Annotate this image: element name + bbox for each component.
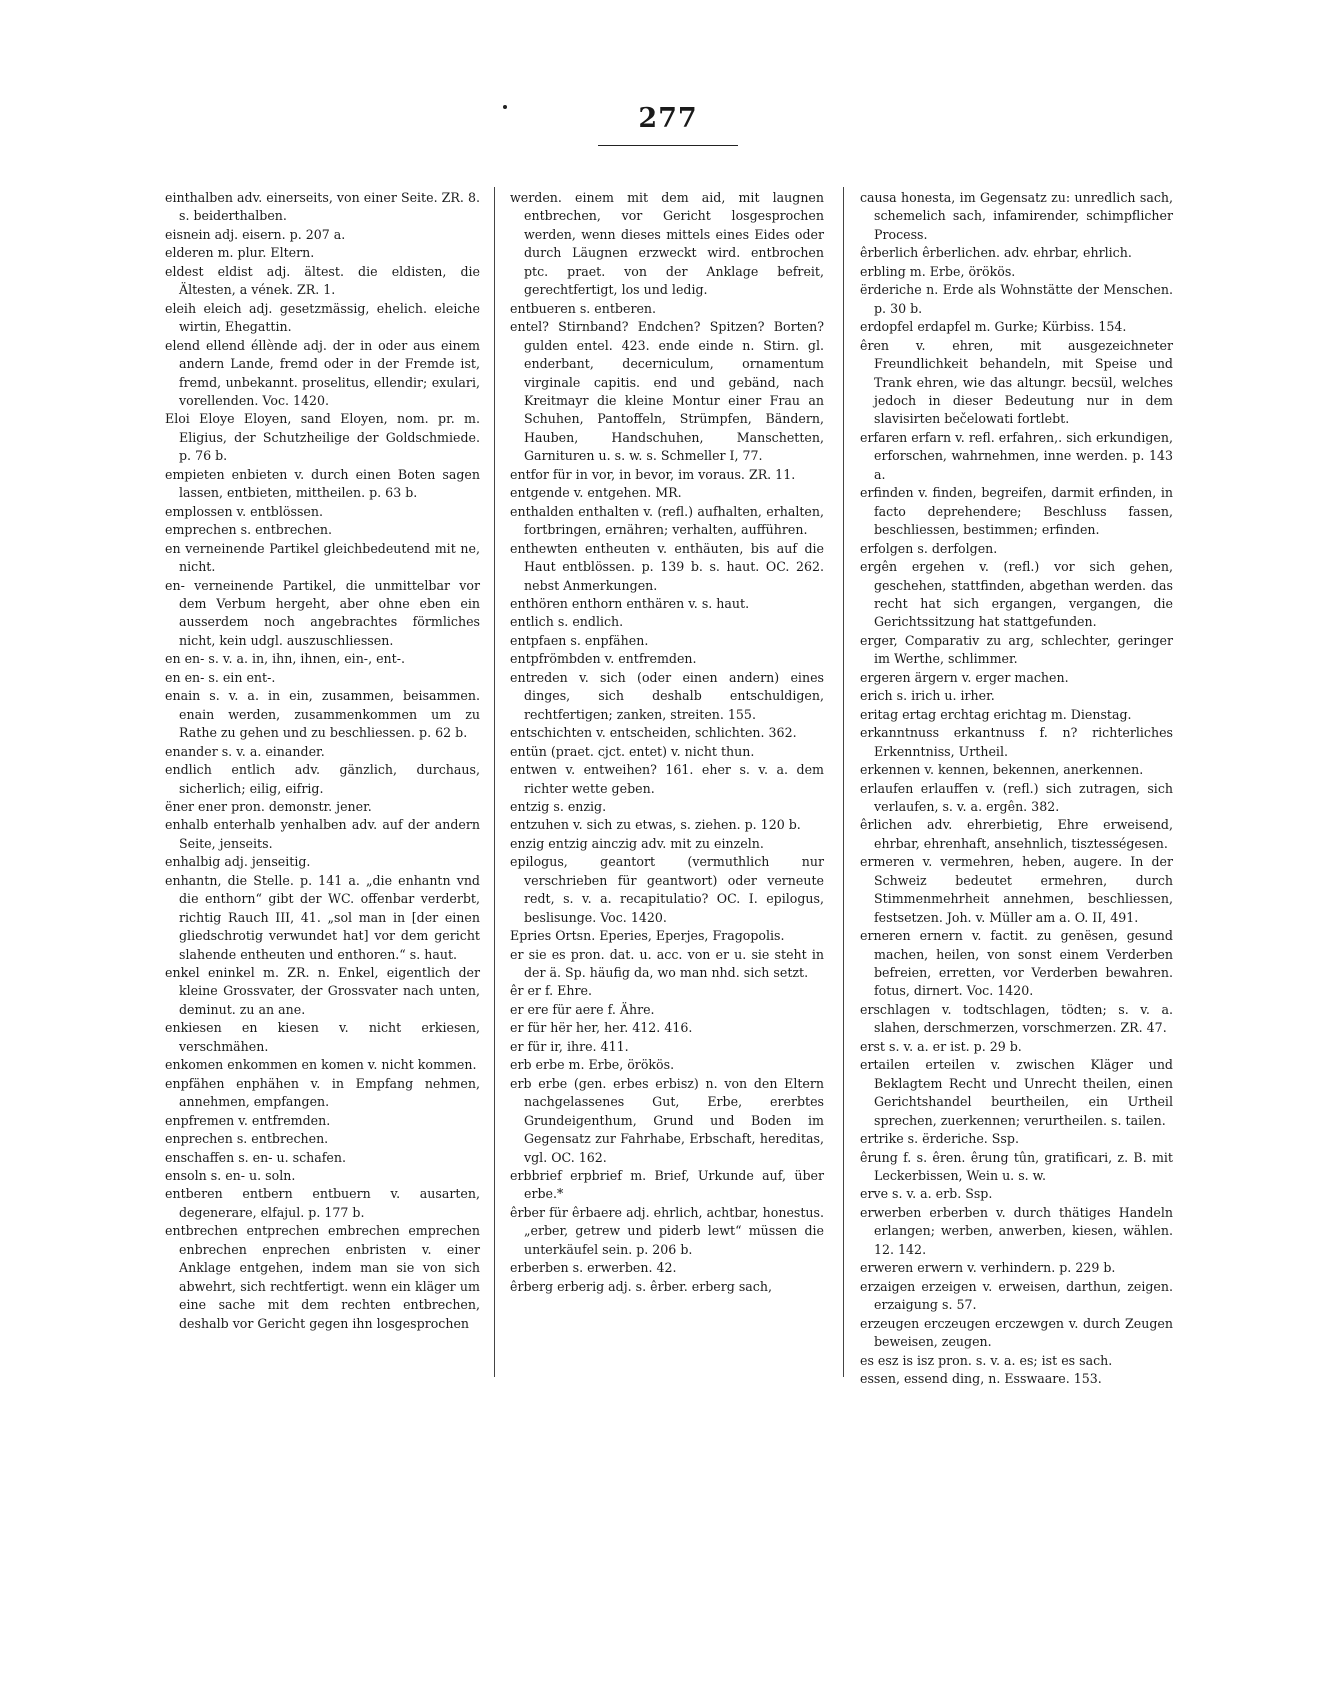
dictionary-entry: erich s. irich u. irher. — [860, 688, 995, 704]
dictionary-entry: enkel eninkel m. ZR. n. Enkel, eigentlich der kleine Grossvater, der Grossvater nach unten, deminut. zu an ane. — [165, 965, 480, 1017]
dictionary-entry: entpfrömbden v. entfremden. — [510, 651, 697, 667]
dictionary-entry: entpfaen s. enpfähen. — [510, 632, 649, 648]
dictionary-entry: erger, Comparativ zu arg, schlechter, geringer im Werthe, schlimmer. — [860, 632, 1173, 667]
dictionary-entry: erst s. v. a. er ist. p. 29 b. — [860, 1038, 1022, 1054]
dictionary-entry: erbling m. Erbe, örökös. — [860, 263, 1016, 279]
dictionary-entry: êrlichen adv. ehrerbietig, Ehre erweisend, ehrbar, ehrenhaft, ansehnlich, tisztességesen. — [860, 817, 1173, 851]
dictionary-entry: erb erbe m. Erbe, örökös. — [510, 1057, 675, 1073]
dictionary-entry: ergên ergehen v. (refl.) vor sich gehen, geschehen, stattfinden, abgethan werden. das recht hat sich ergangen, vergangen, die Gerichtssitzung hat stattgefunden. — [860, 559, 1173, 630]
dictionary-entry: empieten enbieten v. durch einen Boten sagen lassen, entbieten, mittheilen. p. 63 b. — [165, 466, 480, 501]
dictionary-entry: erneren ernern v. factit. zu genësen, gesund machen, heilen, von sonst einem Verderben befreien, erretten, vor Verderben bewahren. fotus, dirnert. Voc. 1420. — [860, 928, 1173, 999]
dictionary-entry: enthewten entheuten v. enthäuten, bis auf die Haut entblössen. p. 139 b. s. haut. OC. 262. nebst Anmerkungen. — [510, 540, 824, 593]
dictionary-entry: êr er f. Ehre. — [510, 983, 592, 999]
dictionary-entry: ertailen erteilen v. zwischen Kläger und Beklagtem Recht und Unrecht theilen, einen Gerichtshandel beurtheilen, ein Urtheil sprechen, zuerkennen; verurtheilen. s. tailen. — [860, 1057, 1173, 1128]
dictionary-entry: es esz is isz pron. s. v. a. es; ist es sach. — [860, 1352, 1113, 1368]
dictionary-entry: entzig s. enzig. — [510, 798, 607, 814]
dictionary-entry: entbueren s. entberen. — [510, 300, 657, 316]
dictionary-entry: emplossen v. entblössen. — [165, 503, 323, 519]
dictionary-entry: enhalb enterhalb yenhalben adv. auf der andern Seite, jenseits. — [165, 817, 480, 851]
dictionary-entry: werden. einem mit dem aid, mit laugnen entbrechen, vor Gericht losgesprochen werden, wenn dieses mittels eines Eides oder durch Läugnen erzweckt wird. entbrochen ptc. praet. von der Anklage befreit, gerechtfertigt, los und ledig. — [510, 190, 824, 298]
dictionary-entry: einthalben adv. einerseits, von einer Seite. ZR. 8. s. beiderthalben. — [165, 190, 480, 224]
dictionary-entry: entbrechen entprechen embrechen emprechen enbrechen enprechen enbristen v. einer Anklage entgehen, indem man sie von sich abwehrt, sich rechtfertigt. wenn ein kläger um eine sache mit dem rechten entbrechen, deshalb vor Gericht gegen ihn losgesprochen — [165, 1223, 480, 1331]
dictionary-entry: erzaigen erzeigen v. erweisen, darthun, zeigen. erzaigung s. 57. — [860, 1278, 1173, 1313]
dictionary-entry: enprechen s. entbrechen. — [165, 1131, 329, 1147]
dictionary-entry: entel? Stirnband? Endchen? Spitzen? Borten? gulden entel. 423. ende einde n. Stirn. gl. enderbant, decerniculum, ornamentum virginale capitis. end und gebänd, nach Kreitmayr die kleine Montur einer Frau an Schuhen, Pantoffeln, Strümpfen, Bändern, Hauben, Handschuhen, Manschetten, Garnituren u. s. w. s. Schmeller I, 77. — [510, 319, 824, 464]
dictionary-entry: en- verneinende Partikel, die unmittelbar vor dem Verbum hergeht, aber ohne eben ein ausserdem noch angebrachtes förmliches nicht, kein udgl. auszuschliessen. — [165, 577, 480, 648]
dictionary-entry: enzig entzig ainczig adv. mit zu einzeln. — [510, 835, 764, 851]
dictionary-entry: erb erbe (gen. erbes erbisz) n. von den Eltern nachgelassenes Gut, Erbe, ererbtes Grundeigenthum, Grund und Boden im Gegensatz zur Fahrhabe, Erbschaft, hereditas, vgl. OC. 162. — [510, 1075, 824, 1165]
dictionary-entry: êrber für êrbaere adj. ehrlich, achtbar, honestus. „erber, getrew und piderb lewt“ müssen die unterkäufel sein. p. 206 b. — [510, 1204, 824, 1257]
column-2 — [510, 189, 824, 1296]
dictionary-entry: erberben s. erwerben. 42. — [510, 1260, 677, 1276]
dictionary-entry: erweren erwern v. verhindern. p. 229 b. — [860, 1260, 1116, 1276]
print-speck — [503, 105, 507, 109]
column-divider-2 — [843, 187, 844, 1377]
dictionary-entry: entzuhen v. sich zu etwas, s. ziehen. p. 120 b. — [510, 817, 801, 833]
page-number: 277 — [638, 103, 698, 134]
dictionary-entry: enthalden enthalten v. (refl.) aufhalten, erhalten, fortbringen, ernähren; verhalten, aufführen. — [510, 503, 824, 538]
dictionary-entry: eldest eldist adj. ältest. die eldisten, die Ältesten, a vének. ZR. 1. — [165, 263, 480, 298]
dictionary-entry: êrberg erberig adj. s. êrber. erberg sach, — [510, 1278, 772, 1294]
dictionary-entry: ërderiche n. Erde als Wohnstätte der Menschen. p. 30 b. — [860, 282, 1173, 316]
dictionary-entry: eisnein adj. eisern. p. 207 a. — [165, 226, 346, 242]
dictionary-entry: ergeren ärgern v. erger machen. — [860, 669, 1069, 685]
dictionary-entry: essen, essend ding, n. Esswaare. 153. — [860, 1371, 1102, 1386]
dictionary-entry: erdopfel erdapfel m. Gurke; Kürbiss. 154. — [860, 319, 1127, 335]
dictionary-entry: ertrike s. ërderiche. Ssp. — [860, 1131, 1019, 1147]
dictionary-entry: entlich s. endlich. — [510, 614, 624, 630]
dictionary-entry: êrberlich êrberlichen. adv. ehrbar, ehrlich. — [860, 245, 1132, 261]
column-1 — [165, 189, 480, 1333]
dictionary-entry: entberen entbern entbuern v. ausarten, degenerare, elfajul. p. 177 b. — [165, 1186, 480, 1220]
dictionary-entry: causa honesta, im Gegensatz zu: unredlich sach, schemelich sach, infamirender, schimpflicher Process. — [860, 190, 1173, 242]
dictionary-entry: er sie es pron. dat. u. acc. von er u. sie steht in der ä. Sp. häufig da, wo man nhd. sich setzt. — [510, 946, 824, 981]
dictionary-entry: enpfremen v. entfremden. — [165, 1112, 331, 1128]
dictionary-entry: ëner ener pron. demonstr. jener. — [165, 798, 372, 814]
dictionary-entry: erfaren erfarn v. refl. erfahren,. sich erkundigen, erforschen, wahrnehmen, inne werden. p. 143 a. — [860, 429, 1173, 482]
dictionary-entry: elderen m. plur. Eltern. — [165, 245, 315, 261]
dictionary-entry: enander s. v. a. einander. — [165, 743, 325, 759]
dictionary-entry: elend ellend éllènde adj. der in oder aus einem andern Lande, fremd oder in der Fremde ist, fremd, unbekannt. proselitus, ellendir; exulari, vorellenden. Voc. 1420. — [165, 337, 480, 408]
dictionary-entry: enkomen enkommen en komen v. nicht kommen. — [165, 1057, 477, 1073]
dictionary-entry: erlaufen erlauffen v. (refl.) sich zutragen, sich verlaufen, s. v. a. ergên. 382. — [860, 780, 1173, 814]
dictionary-entry: erzeugen erczeugen erczewgen v. durch Zeugen beweisen, zeugen. — [860, 1315, 1173, 1350]
dictionary-entry: enhalbig adj. jenseitig. — [165, 854, 311, 870]
dictionary-entry: entfor für in vor, in bevor, im voraus. ZR. 11. — [510, 466, 796, 482]
dictionary-entry: er für hër her, her. 412. 416. — [510, 1020, 693, 1036]
dictionary-entry: erkanntnuss erkantnuss f. n? richterliches Erkenntniss, Urtheil. — [860, 725, 1173, 759]
dictionary-entry: entschichten v. entscheiden, schlichten. 362. — [510, 725, 797, 741]
dictionary-entry: êren v. ehren, mit ausgezeichneter Freundlichkeit behandeln, mit Speise und Trank ehren, wie das altungr. becsül, welches jedoch in dieser Bedeutung nur in dem slavisirten bečelowati fortlebt. — [860, 337, 1173, 427]
dictionary-entry: erve s. v. a. erb. Ssp. — [860, 1186, 993, 1202]
dictionary-entry: ensoln s. en- u. soln. — [165, 1168, 296, 1184]
dictionary-entry: ermeren v. vermehren, heben, augere. In der Schweiz bedeutet ermehren, durch Stimmenmehrheit annehmen, beschliessen, festsetzen. Joh. v. Müller am a. O. II, 491. — [860, 854, 1173, 925]
dictionary-entry: erbbrief erpbrief m. Brief, Urkunde auf, über erbe.* — [510, 1168, 824, 1202]
dictionary-entry: erwerben erberben v. durch thätiges Handeln erlangen; werben, anwerben, kiesen, wählen. 12. 142. — [860, 1204, 1173, 1257]
dictionary-entry: erfinden v. finden, begreifen, darmit erfinden, in facto deprehendere; Beschluss fassen, beschliessen, bestimmen; erfinden. — [860, 485, 1173, 538]
dictionary-entry: eritag ertag erchtag erichtag m. Dienstag. — [860, 706, 1132, 722]
dictionary-entry: enpfähen enphähen v. in Empfang nehmen, annehmen, empfangen. — [165, 1075, 480, 1110]
dictionary-entry: enhantn, die Stelle. p. 141 a. „die enhantn vnd die enthorn“ gibt der WC. offenbar verderbt, richtig Rauch III, 41. „sol man in [der einen gliedschrotig verwundet hat] vor dem gericht slahende entheuten und enthoren.“ s. haut. — [165, 872, 480, 962]
dictionary-entry: en en- s. v. a. in, ihn, ihnen, ein-, ent-. — [165, 651, 405, 667]
dictionary-entry: entgende v. entgehen. MR. — [510, 485, 682, 501]
dictionary-entry: en en- s. ein ent-. — [165, 669, 276, 685]
dictionary-entry: er ere für aere f. Ähre. — [510, 1001, 655, 1017]
dictionary-entry: erschlagen v. todtschlagen, tödten; s. v. a. slahen, derschmerzen, vorschmerzen. ZR. 47. — [860, 1001, 1173, 1036]
column-3 — [860, 189, 1173, 1388]
dictionary-entry: er für ir, ihre. 411. — [510, 1038, 629, 1054]
dictionary-entry: emprechen s. entbrechen. — [165, 522, 333, 538]
dictionary-entry: enthören enthorn enthären v. s. haut. — [510, 595, 750, 611]
dictionary-entry: enain s. v. a. in ein, zusammen, beisammen. enain werden, zusammenkommen um zu Rathe zu gehen und zu beschliessen. p. 62 b. — [165, 688, 480, 741]
dictionary-entry: erkennen v. kennen, bekennen, anerkennen. — [860, 762, 1144, 778]
dictionary-entry: en verneinende Partikel gleichbedeutend mit ne, nicht. — [165, 540, 480, 575]
page-number-rule — [598, 145, 738, 146]
dictionary-entry: endlich entlich adv. gänzlich, durchaus, sicherlich; eilig, eifrig. — [165, 762, 480, 796]
dictionary-entry: epilogus, geantort (vermuthlich nur verschrieben für geantwort) oder verneute redt, s. v. a. recapitulatio? OC. I. epilogus, beslisunge. Voc. 1420. — [510, 854, 824, 925]
dictionary-entry: enschaffen s. en- u. schafen. — [165, 1149, 346, 1165]
dictionary-entry: enkiesen en kiesen v. nicht erkiesen, verschmähen. — [165, 1020, 480, 1054]
dictionary-entry: Epries Ortsn. Eperies, Eperjes, Fragopolis. — [510, 928, 785, 944]
dictionary-entry: êrung f. s. êren. êrung tûn, gratificari, z. B. mit Leckerbissen, Wein u. s. w. — [860, 1149, 1173, 1184]
column-divider-1 — [494, 187, 495, 1377]
dictionary-entry: erfolgen s. derfolgen. — [860, 540, 998, 556]
dictionary-entry: eleih eleich adj. gesetzmässig, ehelich. eleiche wirtin, Ehegattin. — [165, 300, 480, 335]
dictionary-entry: entün (praet. cjct. entet) v. nicht thun. — [510, 743, 755, 759]
dictionary-entry: Eloi Eloye Eloyen, sand Eloyen, nom. pr. m. Eligius, der Schutzheilige der Goldschmiede. p. 76 b. — [165, 411, 480, 464]
dictionary-entry: entreden v. sich (oder einen andern) eines dinges, sich deshalb entschuldigen, rechtfertigen; zanken, streiten. 155. — [510, 669, 824, 722]
dictionary-entry: entwen v. entweihen? 161. eher s. v. a. dem richter wette geben. — [510, 762, 824, 796]
